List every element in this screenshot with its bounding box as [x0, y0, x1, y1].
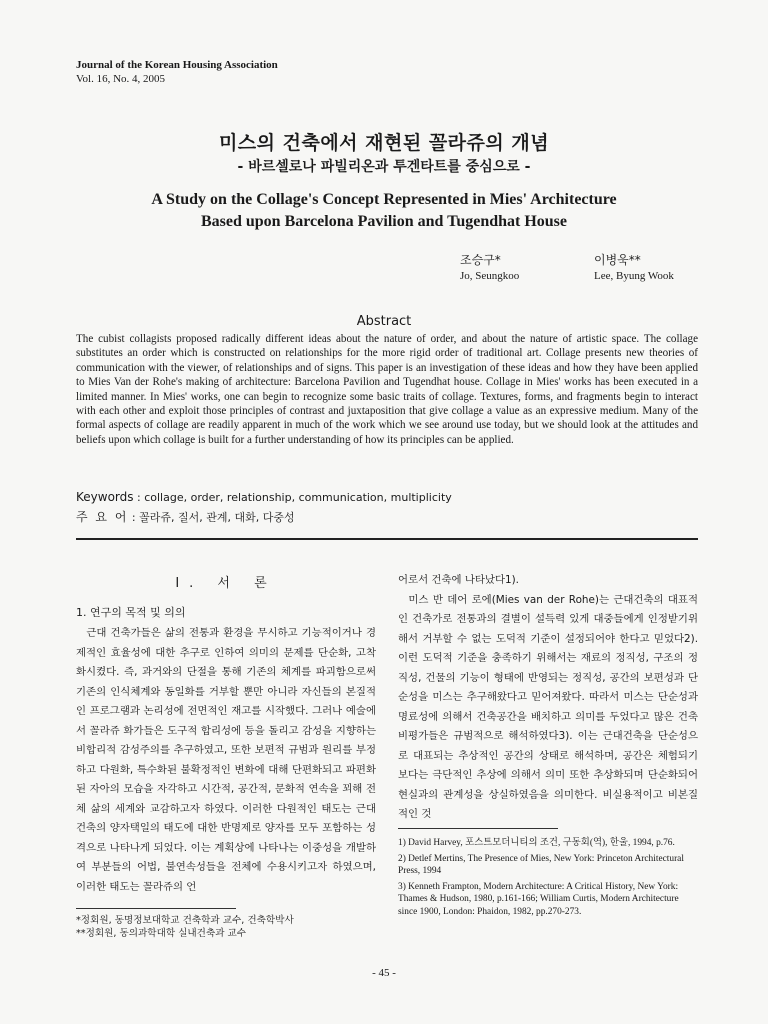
keywords-korean-line: 주 요 어 : 꼴라쥬, 질서, 관계, 대화, 다중성	[76, 510, 295, 524]
journal-volume: Vol. 16, No. 4, 2005	[76, 73, 166, 85]
journal-header	[76, 58, 278, 86]
affiliation-1: *정회원, 동명정보대학교 건축학과 교수, 건축학박사	[76, 915, 294, 926]
section-title: I. 서 론	[175, 576, 277, 591]
author-1-english-name: Jo, Seungkoo	[460, 270, 520, 282]
abstract-body: The cubist collagists proposed radically different ideas about the nature of order, and about the nature of artistic space. The collage substitutes an order which is constructed on relationships for the more rigid order of traditional art. Collage presents new theories of communication with the viewer, of relationships and of signs. This paper is an investigation of these ideas and how they have been applied to Mies Van der Rohe's making of architecture: Barcelona Pavilion and Tugendhat house. Collage in Mies' works has been executed in a limited manner. In Mies' works, one can begin to recognize some basic traits of collage. Textures, forms, and fragments begin to interact with each other and exploit those principles of contrast and juxtaposition that give collage a value as an expressive medium. Many of the formal aspects of collage are readily apparent in much of the work which we see around use today, but we should look at the attitudes and beliefs upon which collage is built for a further understanding of how its principles can be applied.	[76, 333, 698, 446]
author-affiliations	[76, 914, 376, 940]
abstract-heading: Abstract	[356, 314, 412, 329]
english-title-line-2: Based upon Barcelona Pavilion and Tugendhat House	[200, 213, 568, 230]
right-column-body: 미스 반 데어 로에(Mies van der Rohe)는 근대건축의 대표적인 건축가로 전통과의 결별이 설득력 있게 대중들에게 인정받기위해서 거부할 수 없는 도덕적 기준이 설정되어야 한다고 믿었다2). 이런 도덕적 기준을 충족하기 위해서는 재료의 정직성, 구조의 정직성, 건물의 기능이 형태에 반영되는 정직성, 공간의 보편성과 단순성을 미스는 추구해왔다고 믿어져왔다. 따라서 미스는 단순성과 명료성에 의해서 건축공간을 배치하고 의미를 두었다고 많은 건축 비평가들은 규범적으로 해석하였다3). 이는 근대건축을 단순성으로 대표되는 추상적인 공간의 상태로 해석하며, 공간은 체험되기 보다는 극단적인 추상에 의해서 의미 또한 추상화되며 단순화되어 현실과의 관계성을 상실하였음을 의미한다. 비실용적이고 비본질적인 것	[398, 593, 698, 820]
right-column-first-line: 어로서 건축에 나타났다1).	[398, 574, 519, 586]
subsection-title: 1. 연구의 목적 및 의의	[76, 606, 186, 619]
author-2	[594, 252, 674, 284]
korean-title: 미스의 건축에서 재현된 꼴라쥬의 개념	[218, 132, 550, 154]
english-title-line-1: A Study on the Collage's Concept Represented in Mies' Architecture	[151, 191, 617, 208]
footnote-divider-right	[398, 828, 558, 829]
affiliation-2: **정회원, 동의과학대학 실내건축과 교수	[76, 928, 247, 939]
left-column-body: 근대 건축가들은 삶의 전통과 환경을 무시하고 기능적이거나 경제적인 효율성에 대한 추구로 인하여 의미의 문제를 단순화, 고착화시켰다. 즉, 과거와의 단절을 통해 기존의 체계를 파괴함으로써 기존의 인식체계와 동일화를 거부할 뿐만 아니라 자신들의 본질적인 프로그램과 논리성에 전면적인 재고를 시작했다. 그러나 예술에서 꼴라쥬 화가들은 도구적 합리성에 등을 돌리고 감성을 지향하는 비합리적 감성주의를 추구하였고, 또한 보편적 규범과 원리를 부정하고 다원화, 특수화된 불확정적인 변화에 대해 단편화되고 파편화된 자아의 모습을 자각하고 시간적, 공간적, 문화적 연속을 꾀해 전체 삶의 세계와 교감하고자 하였다. 이러한 다원적인 태도는 근대 건축의 양자택일의 태도에 대한 반명제로 양자를 모두 포함하는 성격으로 나타나게 되었다. 이는 계획상에 나타나는 이중성을 개발하여 부분들의 어법, 불연속성들을 전체에 수용시키고자 하였으며, 이러한 태도는 꼴라쥬의 언	[76, 627, 376, 893]
footnote-2: 2) Detlef Mertins, The Presence of Mies, New York: Princeton Architectural Press, 1994	[398, 853, 684, 877]
english-title	[0, 189, 768, 233]
keywords-korean-value: 꼴라쥬, 질서, 관계, 대화, 다중성	[139, 511, 295, 524]
section-divider	[76, 538, 698, 540]
keywords-value: collage, order, relationship, communication, multiplicity	[144, 491, 452, 504]
footnote-1: 1) David Harvey, 포스트모더니티의 조건, 구동회(역), 한울, 1994, p.76.	[398, 838, 675, 848]
footnotes-right	[398, 837, 698, 922]
keywords-line: Keywords : collage, order, relationship, communication, multiplicity	[76, 490, 452, 504]
author-1	[460, 252, 519, 284]
footnote-3: 3) Kenneth Frampton, Modern Architecture: A Critical History, New York: Thames & Hudson, 1980, p.161-166; William Curtis, Modern Architecture since 1900, London: Phaidon, 1982, pp.270-273.	[398, 881, 679, 917]
keywords-label: Keywords	[76, 490, 134, 504]
journal-name: Journal of the Korean Housing Association	[76, 59, 278, 71]
author-2-english-name: Lee, Byung Wook	[594, 270, 674, 282]
right-column	[398, 571, 698, 825]
korean-subtitle: - 바르셀로나 파빌리온과 투겐타트를 중심으로 -	[237, 159, 531, 175]
page-number: - 45 -	[372, 967, 396, 979]
keywords-korean-label: 주 요 어	[76, 510, 129, 524]
author-2-korean-name: 이병욱**	[594, 253, 641, 267]
footnote-divider-left	[76, 908, 236, 909]
author-1-korean-name: 조승구*	[460, 253, 501, 267]
